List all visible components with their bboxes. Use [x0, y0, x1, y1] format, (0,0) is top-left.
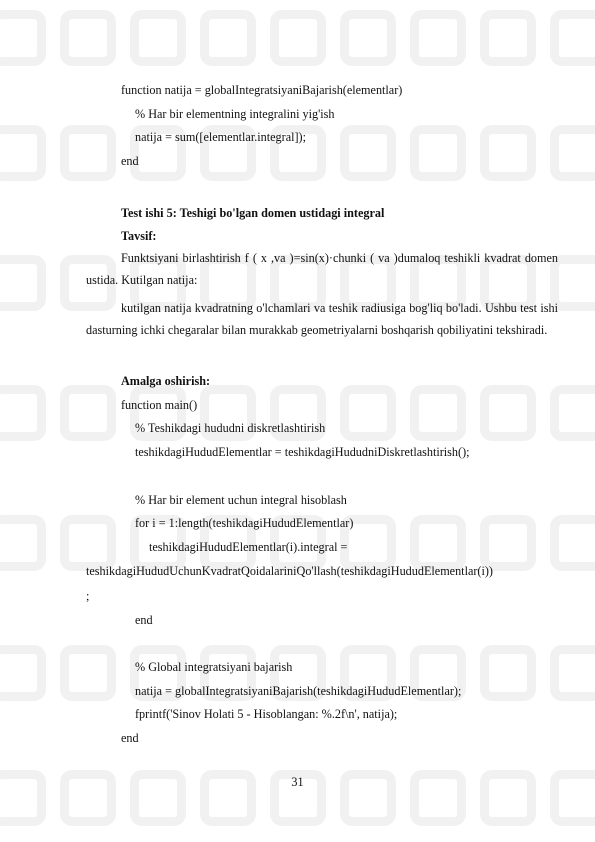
paragraph-text: Funktsiyani birlashtirish f ( x ,va )=sin(x)·chunki ( va )dumaloq teshikli kvadrat domen ustida. Kutilgan natija: — [86, 251, 558, 287]
code-comment: % Global integratsiyani bajarish — [135, 660, 293, 674]
code-line: teshikdagiHududElementlar = teshikdagiHududniDiskretlashtirish(); — [135, 445, 470, 459]
code-line: function natija = globalIntegratsiyaniBajarish(elementlar) — [121, 83, 403, 97]
code-line: end — [135, 613, 153, 627]
code-line: for i = 1:length(teshikdagiHududElementlar) — [135, 516, 354, 530]
code-comment: % Har bir element uchun integral hisoblash — [135, 493, 347, 507]
subheading-amalga: Amalga oshirish: — [121, 374, 211, 388]
code-line: ; — [86, 589, 90, 603]
code-line: teshikdagiHududUchunKvadratQoidalariniQo'llash(teshikdagiHududElementlar(i)) — [86, 564, 493, 578]
page-number: 31 — [291, 775, 304, 789]
code-line: end — [121, 154, 139, 168]
section-heading: Test ishi 5: Teshigi bo'lgan domen ustidagi integral — [121, 206, 385, 220]
paragraph-text: kutilgan natija kvadratning o'lchamlari va teshik radiusiga bog'liq bo'ladi. Ushbu test ishi dasturning ichki chegaralar bilan murakkab geometriyalarni boshqarish qobiliyatini tekshiradi. — [86, 301, 558, 337]
code-line: teshikdagiHududElementlar(i).integral = — [149, 540, 348, 554]
code-line: end — [121, 731, 139, 745]
code-line: function main() — [121, 398, 198, 412]
code-line: fprintf('Sinov Holati 5 - Hisoblangan: %.2f\n', natija); — [135, 707, 398, 721]
code-line: natija = sum([elementlar.integral]); — [135, 130, 306, 144]
paragraph-expected — [86, 297, 558, 341]
code-line: natija = globalIntegratsiyaniBajarish(teshikdagiHududElementlar); — [135, 684, 462, 698]
paragraph-description — [86, 247, 558, 291]
code-comment: % Teshikdagi hududni diskretlashtirish — [135, 421, 326, 435]
code-comment: % Har bir elementning integralini yig'ish — [135, 107, 335, 121]
subheading-tavsif: Tavsif: — [121, 229, 157, 243]
